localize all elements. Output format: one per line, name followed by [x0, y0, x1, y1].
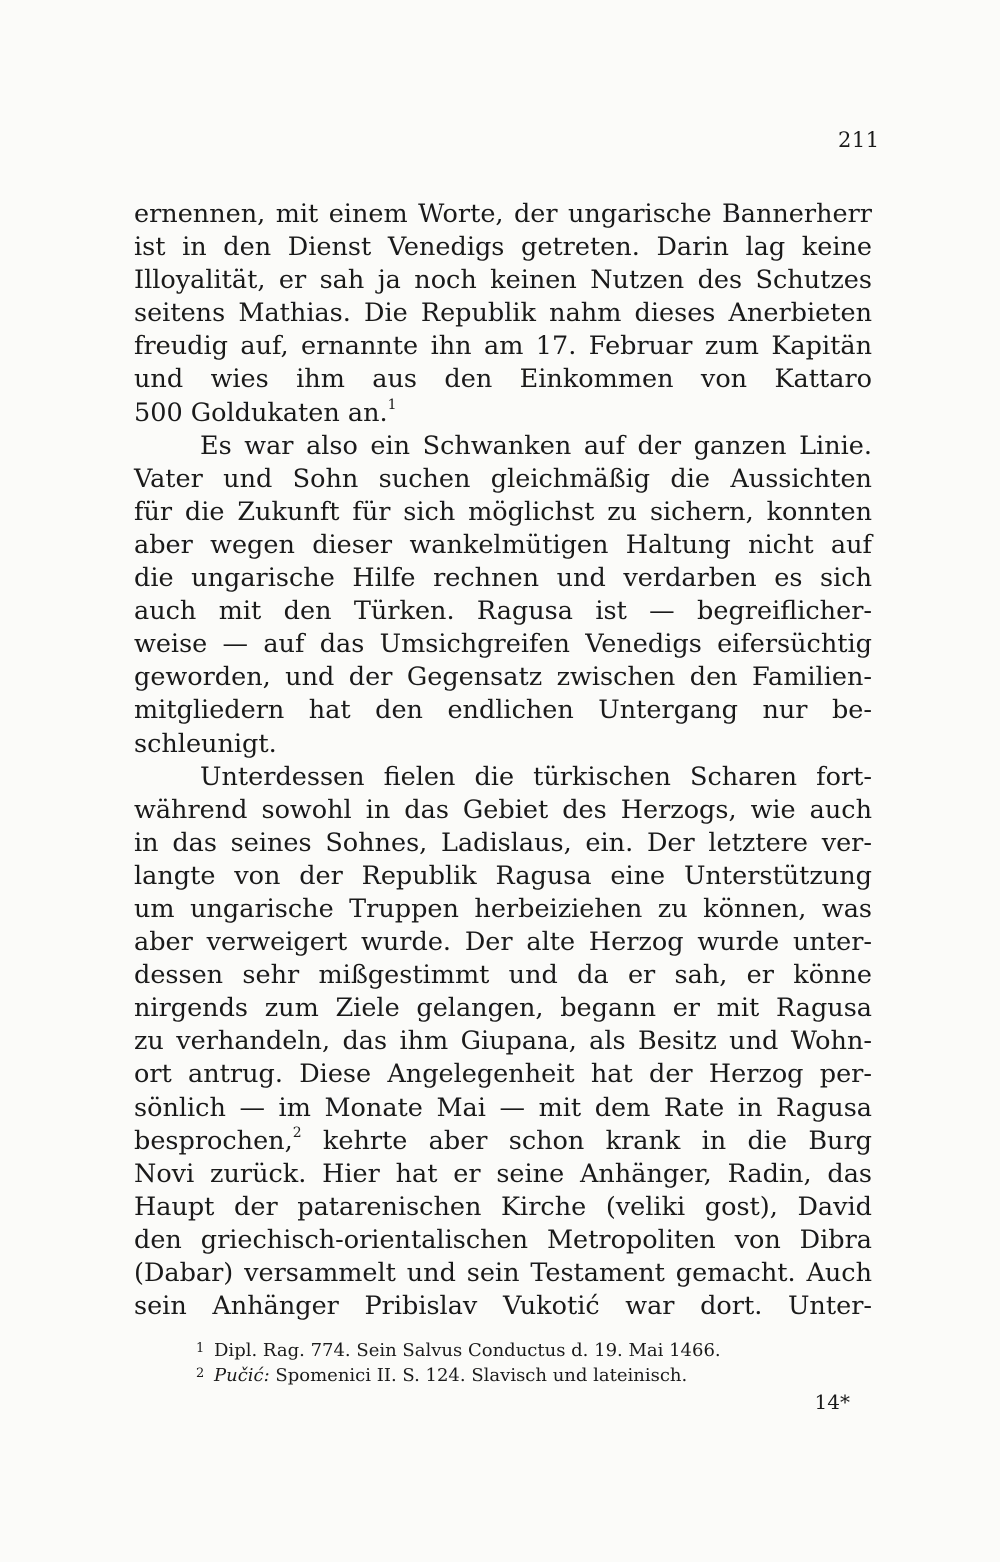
text-line: Haupt der patarenischen Kirche (veliki gost), David — [134, 1191, 872, 1222]
footnote — [196, 1361, 816, 1386]
text-line: auch mit den Türken. Ragusa ist — begreiflicher- — [134, 596, 872, 627]
footnote-ref[interactable]: 2 — [292, 1124, 302, 1141]
text-line-content: 500 Goldukaten an. — [134, 397, 388, 428]
text-line: Illoyalität, er sah ja noch keinen Nutzen des Schutzes — [134, 265, 872, 296]
text-line: seitens Mathias. Die Republik nahm dieses Anerbieten — [134, 298, 872, 329]
text-line — [134, 1125, 872, 1158]
page-number: 211 — [838, 128, 880, 152]
text-line: aber wegen dieser wankelmütigen Haltung nicht auf — [134, 529, 872, 560]
text-line: aber verweigert wurde. Der alte Herzog wurde unter- — [134, 927, 872, 958]
footnote-mark: 2 — [196, 1366, 205, 1381]
footnotes — [196, 1336, 816, 1386]
text-line: geworden, und der Gegensatz zwischen den Familien- — [134, 662, 872, 693]
footnote-ref[interactable]: 1 — [387, 396, 397, 413]
text-line: in das seines Sohnes, Ladislaus, ein. Der letztere ver- — [134, 827, 872, 858]
text-line: nirgends zum Ziele gelangen, begann er mit Ragusa — [134, 993, 872, 1024]
text-line: zu verhandeln, das ihm Giupana, als Besitz und Wohn- — [134, 1026, 872, 1057]
text-line: und wies ihm aus den Einkommen von Kattaro — [134, 364, 872, 395]
paragraph-start-line: Es war also ein Schwanken auf der ganzen Linie. — [200, 430, 872, 461]
text-line: sein Anhänger Pribislav Vukotić war dort. Unter- — [134, 1291, 872, 1322]
text-line: ort antrug. Diese Angelegenheit hat der Herzog per- — [134, 1059, 872, 1090]
text-line: (Dabar) versammelt und sein Testament gemacht. Auch — [134, 1258, 872, 1288]
signature-mark: 14* — [814, 1390, 850, 1414]
text-line: um ungarische Truppen herbeiziehen zu können, was — [134, 893, 872, 924]
footnote-author: Pučić: — [214, 1365, 270, 1386]
text-line: freudig auf, ernannte ihn am 17. Februar zum Kapitän — [134, 331, 872, 362]
footnote-text: Spomenici II. S. 124. Slavisch und lateinisch. — [269, 1365, 688, 1386]
text-line: ist in den Dienst Venedigs getreten. Darin lag keine — [134, 232, 872, 263]
text-line: mitgliedern hat den endlichen Untergang nur be- — [134, 695, 872, 726]
text-line: langte von der Republik Ragusa eine Unterstützung — [134, 860, 872, 891]
text-line: während sowohl in das Gebiet des Herzogs, wie auch — [134, 794, 872, 825]
footnote-text: Dipl. Rag. 774. Sein Salvus Conductus d. 19. Mai 1466. — [214, 1340, 721, 1361]
text-line: schleunigt. — [134, 728, 277, 759]
paragraph-start-line: Unterdessen fielen die türkischen Scharen fort- — [200, 761, 872, 792]
text-line: Vater und Sohn suchen gleichmäßig die Aussichten — [134, 463, 872, 494]
text-line: sönlich — im Monate Mai — mit dem Rate in Ragusa — [134, 1092, 872, 1123]
text-line-content: besprochen, — [134, 1125, 293, 1156]
text-line: Novi zurück. Hier hat er seine Anhänger, Radin, das — [134, 1158, 872, 1189]
text-line: weise — auf das Umsichgreifen Venedigs eifersüchtig — [134, 629, 872, 660]
text-line-content: kehrte aber schon krank in die Burg — [301, 1125, 872, 1156]
text-line: für die Zukunft für sich möglichst zu sichern, konnten — [134, 496, 872, 527]
body-text — [134, 198, 872, 1323]
footnote — [196, 1336, 816, 1361]
text-line: dessen sehr mißgestimmt und da er sah, er könne — [134, 960, 872, 991]
text-line: die ungarische Hilfe rechnen und verdarben es sich — [134, 563, 872, 594]
text-line: ernennen, mit einem Worte, der ungarische Bannerherr — [134, 199, 872, 229]
footnote-mark: 1 — [196, 1341, 205, 1356]
text-line: den griechisch-orientalischen Metropoliten von Dibra — [134, 1224, 872, 1255]
text-line — [134, 397, 872, 430]
